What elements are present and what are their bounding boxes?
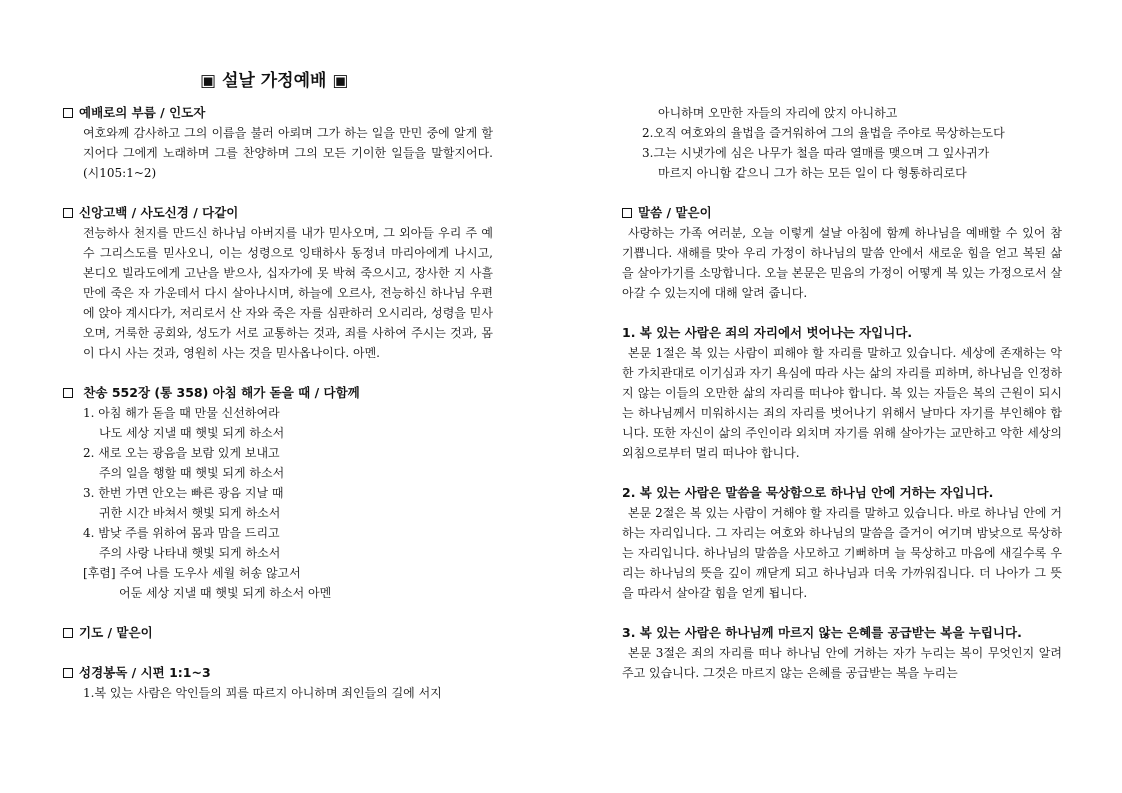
right-column [622,103,1062,683]
checkbox-square-icon [63,208,73,218]
hymn-line: 2. 새로 오는 광음을 보람 있게 보내고 [83,446,280,460]
checkbox-square-icon [63,668,73,678]
left-column [63,103,493,703]
sermon-point-1-heading: 1. 복 있는 사람은 죄의 자리에서 벗어나는 자입니다. [622,325,913,340]
page-title: ▣ 설날 가정예배 ▣ [200,71,349,91]
hymn-lyrics [63,403,493,603]
section-heading-scripture: 성경봉독 / 시편 1:1~3 [63,663,493,683]
hymn-refrain: [후렴] 주여 나를 도우사 세월 허송 않고서 [83,566,301,580]
sermon-point-3-text: 본문 3절은 죄의 자리를 떠나 하나님 안에 거하는 자가 누리는 복이 무엇인지 알려주고 있습니다. 그것은 마르지 않는 은혜를 공급받는 복을 누리는 [622,646,1062,680]
section-heading-prayer: 기도 / 맡은이 [63,623,493,643]
apostles-creed-text: 전능하사 천지를 만드신 하나님 아버지를 내가 믿사오며, 그 외아들 우리 주 예수 그리스도를 믿사오니, 이는 성령으로 잉태하사 동정녀 마리아에게 나시고, 본디오 빌라도에게 고난을 받으사, 십자가에 못 박혀 죽으시고, 장사한 지 사흘만에 죽은 자 가운데서 다시 살아나시며, 하늘에 오르사, 전능하신 하나님 우편에 앉아 계시다가, 저리로서 산 자와 죽은 자를 심판하러 오시리라, 성령을 믿사오며, 거룩한 공회와, 성도가 서로 교통하는 것과, 죄를 사하여 주시는 것과, 몸이 다시 사는 것과, 영원히 사는 것을 믿사옵나이다. 아멘. [83,226,493,360]
section-heading-creed: 신앙고백 / 사도신경 / 다같이 [63,203,493,223]
hymn-line: 주의 사랑 나타내 햇빛 되게 하소서 [99,546,281,560]
checkbox-square-icon [63,388,73,398]
section-heading-call-to-worship: 예배로의 부름 / 인도자 [63,103,493,123]
checkbox-square-icon [63,628,73,638]
checkbox-square-icon [622,208,632,218]
psalm-continued [622,103,1062,183]
hymn-line: 나도 세상 지낼 때 햇빛 되게 하소서 [99,426,285,440]
hymn-line: 귀한 시간 바쳐서 햇빛 되게 하소서 [99,506,281,520]
sermon-point-3-heading: 3. 복 있는 사람은 하나님께 마르지 않는 은혜를 공급받는 복을 누립니다. [622,625,1022,640]
sermon-point-1-text: 본문 1절은 복 있는 사람이 피해야 할 자리를 말하고 있습니다. 세상에 존재하는 악한 가치관대로 이기심과 자기 욕심에 따라 사는 삶의 자리를 피하며, 하나님을 인정하지 않는 이들의 오만한 삶의 자리를 떠나야 합니다. 복 있는 자들은 복의 근원이 되시는 하나님께서 미워하시는 죄의 자리를 벗어나기 위해서 날마다 자기를 부인해야 합니다. 또한 자신이 삶의 주인이라 외치며 자기를 위해 살아가는 교만하고 악한 세상의 외침으로부터 멀리 떠나야 합니다. [622,346,1062,460]
psalm-line: 아니하며 오만한 자들의 자리에 앉지 아니하고 [658,106,898,120]
section-heading-sermon: 말씀 / 맡은이 [622,203,1062,223]
hymn-refrain: 어둔 세상 지낼 때 햇빛 되게 하소서 아멘 [119,586,332,600]
call-to-worship-text: 여호와께 감사하고 그의 이름을 불러 아뢰며 그가 하는 일을 만민 중에 알게 할지어다 그에게 노래하며 그를 찬양하며 그의 모든 기이한 일들을 말할지어다. (시105:1~2) [83,126,493,180]
psalm-line: 3.그는 시냇가에 심은 나무가 철을 따라 열매를 맺으며 그 잎사귀가 [642,146,990,160]
hymn-line: 4. 밤낮 주를 위하여 몸과 맘을 드리고 [83,526,280,540]
scripture-line: 1.복 있는 사람은 악인들의 꾀를 따르지 아니하며 죄인들의 길에 서지 [83,686,442,700]
hymn-line: 주의 일을 행할 때 햇빛 되게 하소서 [99,466,285,480]
psalm-line: 마르지 아니함 같으니 그가 하는 모든 일이 다 형통하리로다 [658,166,967,180]
psalm-line: 2.오직 여호와의 율법을 즐거워하여 그의 율법을 주야로 묵상하는도다 [642,126,1005,140]
section-heading-hymn: 찬송 552장 (통 358) 아침 해가 돋을 때 / 다함께 [63,383,493,403]
sermon-point-2-text: 본문 2절은 복 있는 사람이 거해야 할 자리를 말하고 있습니다. 바로 하나님 안에 거하는 자리입니다. 그 자리는 여호와 하나님의 말씀을 즐거이 여기며 밤낮으로 묵상하는 자리입니다. 하나님의 말씀을 사모하고 기뻐하며 늘 묵상하고 마음에 새길수록 우리는 하나님의 뜻을 깊이 깨닫게 되고 하나님과 더욱 가까워집니다. 더 나아가 그 뜻을 따라서 살아갈 힘을 얻게 됩니다. [622,506,1062,600]
sermon-intro: 사랑하는 가족 여러분, 오늘 이렇게 설날 아침에 함께 하나님을 예배할 수 있어 참 기쁩니다. 새해를 맞아 우리 가정이 하나님의 말씀 안에서 새로운 힘을 얻고 복된 삶을 살아가기를 소망합니다. 오늘 본문은 믿음의 가정이 어떻게 복 있는 가정으로서 살아갈 수 있는지에 대해 알려 줍니다. [622,226,1062,300]
checkbox-square-icon [63,108,73,118]
hymn-line: 3. 한번 가면 안오는 빠른 광음 지날 때 [83,486,284,500]
sermon-point-2-heading: 2. 복 있는 사람은 말씀을 묵상함으로 하나님 안에 거하는 자입니다. [622,485,994,500]
hymn-line: 1. 아침 해가 돋을 때 만물 신선하여라 [83,406,280,420]
